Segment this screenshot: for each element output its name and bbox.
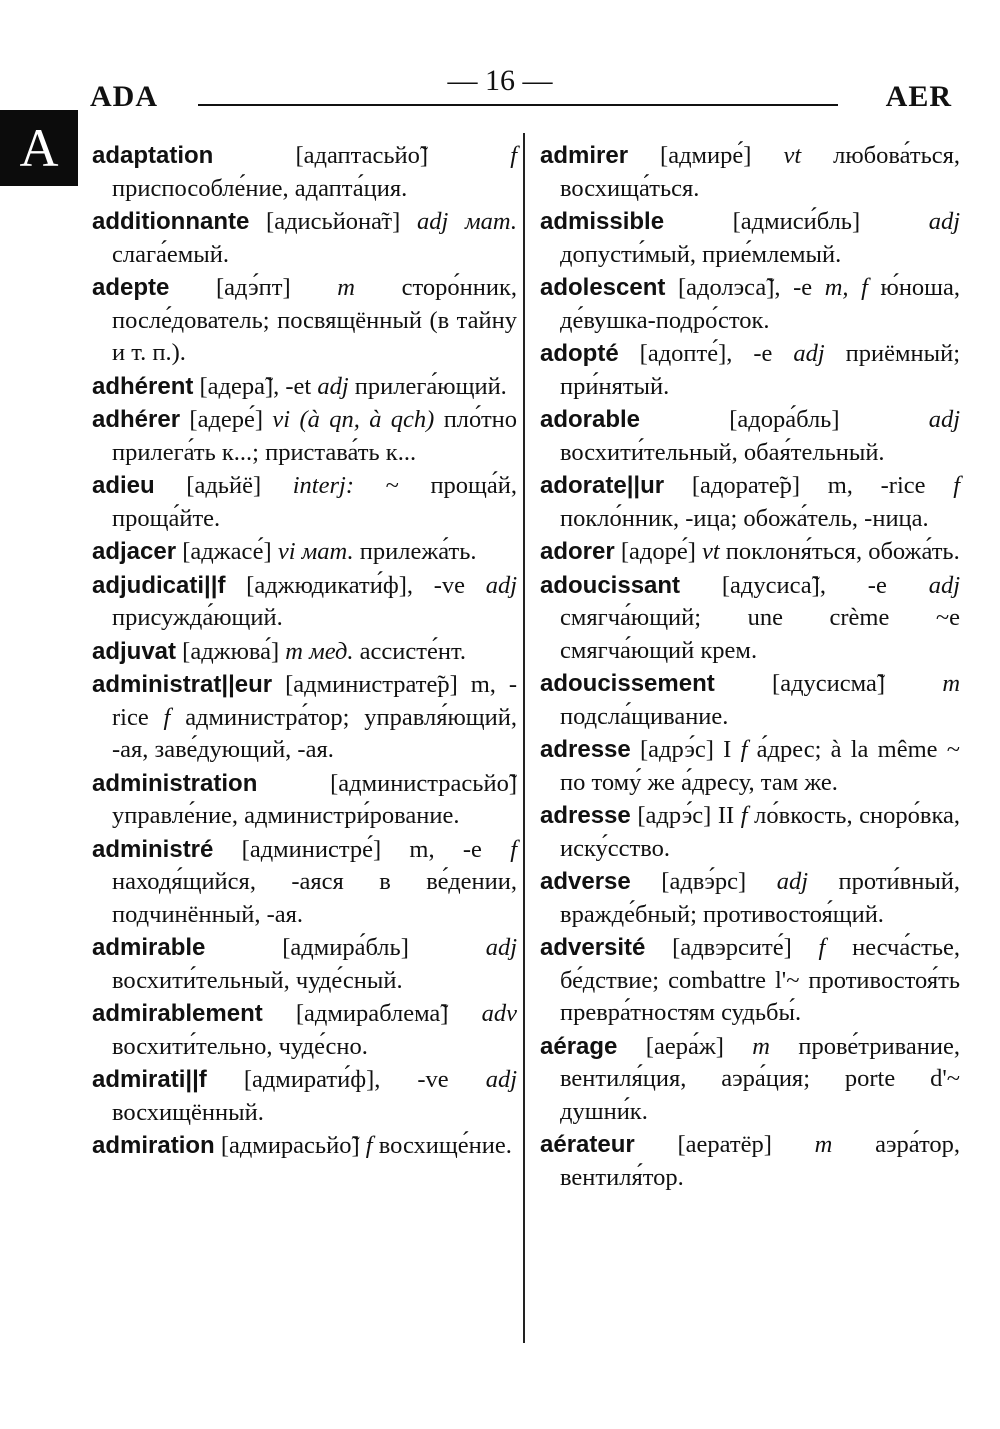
dictionary-entry (92, 834, 517, 932)
definition: несча́стье, бе́дствие; combattre l'~ противостоя́ть превра́тностям судьбы́. (560, 934, 961, 1026)
grammar-label: f (818, 934, 826, 961)
definition: покло́нник, -ица; обожа́тель, -ница. (560, 504, 929, 532)
dictionary-entry (92, 206, 517, 271)
dictionary-entry (540, 932, 960, 1030)
dictionary-entry (540, 536, 960, 569)
headword: admirablement (92, 1000, 263, 1027)
definition: прове́тривание, вентиля́ция, аэра́ция; porte d'~ душни́к. (560, 1032, 961, 1125)
pronunciation: [адмире́] (660, 142, 752, 169)
definition: ~ проща́й, проща́йте. (112, 472, 518, 532)
grammar-label: adj (485, 934, 518, 961)
headword: adjudicati||f (92, 571, 226, 599)
definition: пло́тно прилега́ть к...; пристава́ть к... (112, 406, 518, 466)
headword: adhérent (92, 372, 194, 400)
dictionary-entry (92, 371, 517, 404)
headword: admissible (540, 208, 665, 235)
pronunciation: [аера́ж] (645, 1032, 724, 1060)
pronunciation: [администрате̃р] m, -rice (112, 671, 517, 731)
headword: adoucissement (540, 670, 715, 697)
pronunciation: [адрэ́с] I (640, 736, 732, 763)
dictionary-entry (92, 536, 517, 569)
definition: прилега́ющий. (354, 372, 507, 400)
headword: admirati||f (92, 1066, 207, 1093)
definition: восхище́ние. (378, 1132, 512, 1159)
guide-word-right: AER (885, 80, 952, 113)
definition: любова́ться, восхища́ться. (560, 142, 961, 202)
grammar-label: m мед. (285, 637, 354, 665)
pronunciation: [адорате̃р] m, -rice (691, 472, 926, 499)
pronunciation: [адере́] (189, 406, 264, 433)
pronunciation: [адера̃], -et (199, 372, 312, 400)
grammar-label: f (740, 802, 748, 829)
dictionary-entry (540, 338, 960, 403)
grammar-label: m, f (824, 274, 868, 301)
pronunciation: [адопте́], -e (639, 340, 773, 367)
definition: восхити́тельный, чуде́сный. (112, 966, 403, 994)
grammar-label: vt (783, 142, 802, 169)
page-number: — 16 — (447, 64, 553, 97)
definition: прилежа́ть. (359, 538, 477, 565)
headword: administré (92, 835, 214, 863)
definition: ло́вкость, сноро́вка, иску́сство. (560, 802, 961, 862)
definition: подсла́щивание. (560, 702, 729, 730)
dictionary-entry (92, 140, 517, 205)
headword: adversité (540, 934, 646, 961)
grammar-label: adj (928, 571, 960, 599)
dictionary-entry (92, 932, 517, 997)
dictionary-entry (92, 1130, 517, 1163)
dictionary-entry (540, 140, 960, 205)
headword: adresse (540, 736, 631, 763)
header-rule (198, 104, 838, 106)
headword: adhérer (92, 406, 181, 433)
dictionary-entry (92, 636, 517, 669)
pronunciation: [аератёр] (677, 1131, 772, 1158)
pronunciation: [адьйё] (186, 472, 262, 499)
pronunciation: [адвэрсите́] (672, 934, 792, 961)
headword: adoucissant (540, 571, 681, 599)
headword: adolescent (540, 274, 666, 301)
dictionary-entry (92, 470, 517, 535)
pronunciation: [адора́бль] (729, 406, 840, 433)
left-column (92, 140, 517, 1164)
headword: admiration (92, 1132, 215, 1159)
headword: adjuvat (92, 637, 177, 665)
grammar-label: adj (317, 372, 349, 400)
definition: допусти́мый, прие́млемый. (560, 240, 842, 268)
definition: находя́щийся, -аяся в ве́дении, подчинённый, -ая. (112, 868, 517, 928)
dictionary-entry (540, 800, 960, 865)
dictionary-entry (540, 404, 960, 469)
grammar-label: vi (à qn, à qch) (272, 406, 435, 433)
dictionary-entry (92, 272, 517, 370)
grammar-label: adj (485, 571, 518, 599)
pronunciation: [администрасьйо̃] (330, 769, 517, 797)
headword: admirer (540, 142, 629, 169)
grammar-label: adj (485, 1066, 518, 1093)
grammar-label: f (163, 703, 171, 731)
definition: восхищённый. (112, 1098, 264, 1126)
headword: admirable (92, 934, 206, 961)
grammar-label: f (740, 736, 748, 763)
dictionary-entry (92, 669, 517, 767)
dictionary-entry (540, 570, 960, 668)
grammar-label: f (510, 835, 518, 863)
grammar-label: interj: (292, 472, 354, 499)
headword: adopté (540, 340, 619, 367)
dictionary-entry (92, 768, 517, 833)
dictionary-entry (540, 668, 960, 733)
letter-thumb-tab: A (0, 110, 78, 186)
headword: aérage (540, 1032, 618, 1060)
headword: adieu (92, 472, 155, 499)
headword: adresse (540, 802, 631, 829)
definition: ассисте́нт. (359, 637, 466, 665)
definition: проти́вный, вражде́бный; противостоя́щий. (560, 868, 961, 928)
grammar-label: adj (793, 340, 825, 367)
pronunciation: [адмиси́бль] (732, 208, 861, 235)
grammar-label: f (510, 142, 518, 169)
grammar-label: adj (776, 868, 808, 895)
pronunciation: [адоре́] (620, 538, 696, 565)
grammar-label: adv (481, 1000, 518, 1027)
pronunciation: [адаптасьйо̃] (295, 142, 429, 169)
dictionary-entry (540, 1031, 960, 1129)
headword: aérateur (540, 1131, 635, 1158)
definition: слага́емый. (112, 240, 229, 268)
headword: adjacer (92, 538, 177, 565)
pronunciation: [адмираблема̃] (295, 1000, 449, 1027)
pronunciation: [адэ́пт] (216, 274, 291, 301)
dictionary-entry (540, 470, 960, 535)
right-column (540, 140, 960, 1195)
pronunciation: [адисьйона̃т] (266, 208, 401, 235)
guide-word-left: ADA (90, 80, 158, 113)
dictionary-entry (92, 404, 517, 469)
grammar-label: m (942, 670, 961, 697)
definition: смягча́ющий; une crème ~e смягча́ющий крем. (560, 604, 960, 664)
grammar-label: f (953, 472, 961, 499)
definition: аэра́тор, вентиля́тор. (560, 1131, 961, 1191)
dictionary-entry (92, 570, 517, 635)
pronunciation: [аджасе́] (182, 538, 272, 565)
pronunciation: [администре́] m, -e (241, 835, 482, 863)
grammar-label: vi мат. (277, 538, 354, 565)
grammar-label: adj (928, 208, 961, 235)
pronunciation: [адолэса̃], -e (677, 274, 813, 301)
dictionary-entry (92, 1064, 517, 1129)
grammar-label: m (337, 274, 355, 301)
page-header (90, 80, 960, 120)
definition: приёмный; при́нятый. (560, 340, 961, 400)
pronunciation: [адмирати́ф], -ve (243, 1066, 449, 1093)
dictionary-entry (92, 998, 517, 1063)
grammar-label: adj (928, 406, 961, 433)
definition: присужда́ющий. (112, 604, 283, 631)
pronunciation: [аджюдикати́ф], -ve (246, 571, 465, 599)
grammar-label: vt (701, 538, 720, 565)
definition: приспособле́ние, адапта́ция. (112, 174, 408, 202)
dictionary-entry (540, 1129, 960, 1194)
definition: восхити́тельный, обая́тельный. (560, 438, 885, 466)
headword: adaptation (92, 142, 214, 169)
definition: ю́ноша, де́вушка-подро́сток. (560, 274, 961, 334)
headword: adverse (540, 868, 631, 895)
grammar-label: m (814, 1131, 833, 1158)
pronunciation: [адмира́бль] (282, 934, 409, 961)
dictionary-entry (540, 866, 960, 931)
dictionary-entry (540, 206, 960, 271)
pronunciation: [адрэ́с] II (637, 802, 735, 829)
definition: сторо́нник, после́дователь; посвящённый (в тайну и т. п.). (112, 274, 518, 366)
grammar-label: m (752, 1032, 770, 1060)
headword: adorable (540, 406, 641, 433)
pronunciation: [адусиса̃], -e (721, 571, 887, 599)
headword: administration (92, 769, 258, 797)
pronunciation: [аджюва́] (182, 637, 280, 665)
grammar-label: adj мат. (416, 208, 517, 235)
headword: adorer (540, 538, 615, 565)
dictionary-entry (540, 272, 960, 337)
headword: adepte (92, 274, 170, 301)
pronunciation: [адвэ́рс] (661, 868, 747, 895)
definition: управле́ние, администри́рование. (112, 802, 460, 829)
definition: а́дрес; à la même ~ по тому́ же а́дресу, там же. (560, 736, 961, 796)
definition: восхити́тельно, чуде́сно. (112, 1032, 368, 1060)
grammar-label: f (365, 1132, 373, 1159)
headword: additionnante (92, 208, 250, 235)
dictionary-entry (540, 734, 960, 799)
definition: поклоня́ться, обожа́ть. (725, 538, 960, 565)
pronunciation: [адусисма̃] (772, 670, 886, 697)
pronunciation: [адмирасьйо̃] (220, 1132, 360, 1159)
headword: adorate||ur (540, 472, 665, 499)
headword: administrat||eur (92, 671, 273, 698)
column-divider (523, 133, 525, 1343)
definition: администра́тор; управля́ющий, -ая, заве́дующий, -ая. (112, 703, 517, 763)
